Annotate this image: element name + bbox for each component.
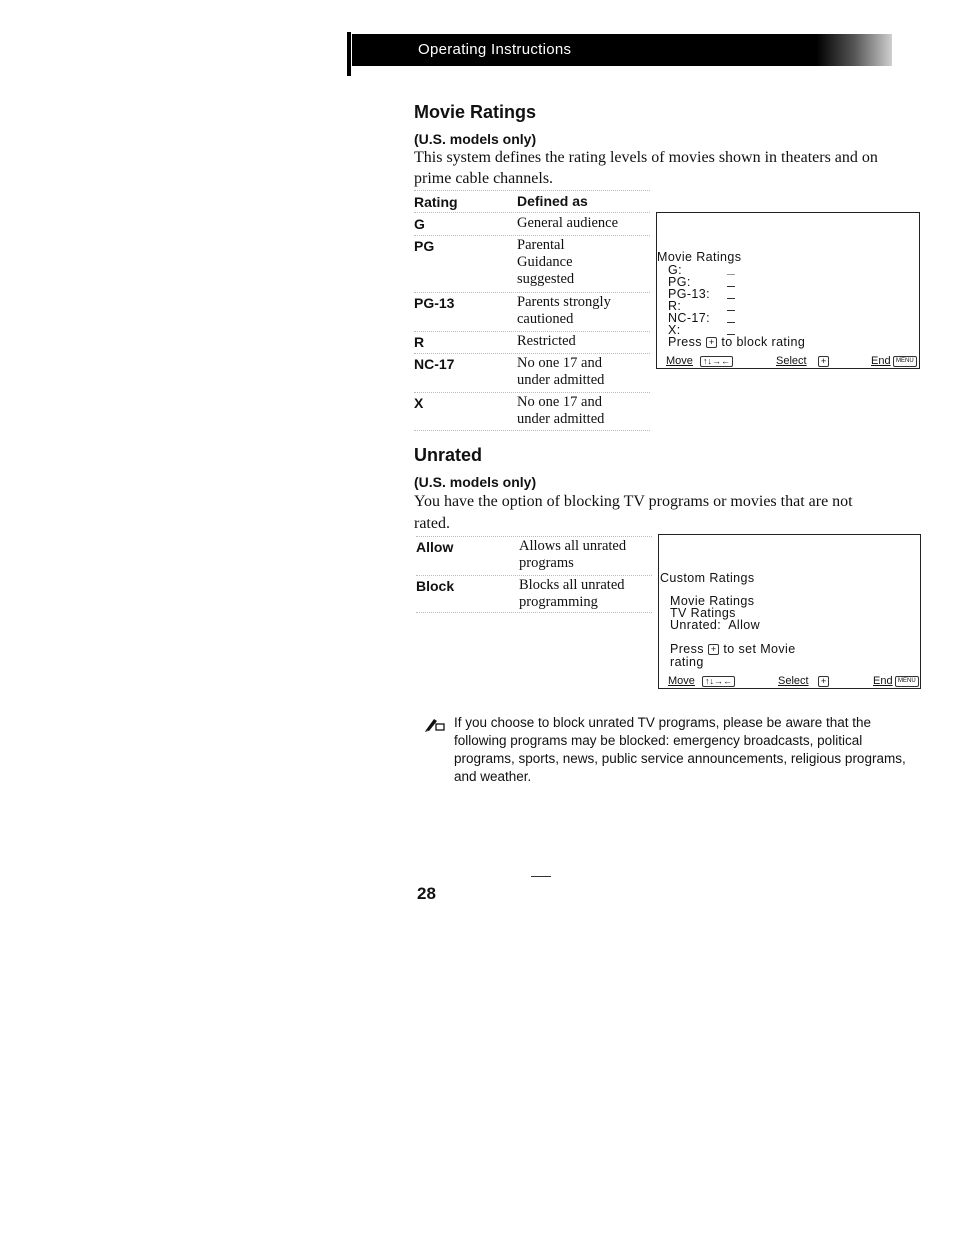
- osd-tv-ratings-item: TV Ratings: [670, 606, 736, 620]
- osd-line-pg-13: PG-13:: [668, 287, 710, 301]
- table-rule: [414, 190, 650, 191]
- table-rule: [414, 212, 650, 213]
- osd-end-label: End: [871, 355, 891, 367]
- table-rule: [414, 430, 650, 431]
- blank-marker: [727, 322, 735, 323]
- unrated-block-desc: Blocks all unrated programming: [519, 577, 625, 610]
- blank-marker: [727, 310, 735, 311]
- osd-press-line: [670, 643, 796, 655]
- plus-key-icon: +: [818, 356, 829, 367]
- rating-x: X: [414, 395, 424, 411]
- table-rule: [414, 392, 650, 393]
- table-rule: [416, 536, 652, 537]
- osd-line-r: R:: [668, 299, 682, 313]
- unrated-allow-label: Allow: [416, 539, 454, 555]
- movie-ratings-intro-line-2: prime cable channels.: [414, 170, 554, 187]
- unrated-subtitle: (U.S. models only): [414, 474, 537, 490]
- note-text: If you choose to block unrated TV programs, please be aware that the following programs may be blocked: emergency broadcasts, political programs, sports, news, public service announcements, religious programs, and weather.: [454, 715, 906, 784]
- unrated-block-label: Block: [416, 578, 455, 594]
- osd-move-label: Move: [666, 355, 693, 367]
- table-rule: [416, 612, 652, 613]
- arrow-keys-icon: ↑↓→←: [702, 676, 735, 687]
- rating-pg: PG: [414, 238, 435, 254]
- column-header-rating: Rating: [414, 194, 458, 210]
- table-rule: [414, 292, 650, 293]
- osd-press-label: Press: [670, 642, 704, 656]
- osd-press-action: to block rating: [721, 335, 806, 349]
- unrated-title: Unrated: [414, 445, 483, 465]
- rating-g-desc: General audience: [517, 215, 619, 231]
- osd-press-label: Press: [668, 335, 702, 349]
- osd-press-line-2: rating: [670, 655, 704, 669]
- rating-pg-desc: Parental Guidance suggested: [517, 237, 575, 287]
- osd-movie-ratings-title: Movie Ratings: [657, 250, 742, 264]
- osd-footer: [666, 355, 918, 369]
- blank-marker: [727, 298, 735, 299]
- osd-custom-ratings-title: Custom Ratings: [660, 571, 755, 585]
- osd-press-action: to set Movie: [723, 642, 796, 656]
- movie-ratings-screen: [656, 212, 920, 369]
- rating-pg-13: PG-13: [414, 295, 455, 311]
- unrated-allow-desc: Allows all unrated programs: [519, 538, 627, 571]
- osd-footer: [668, 675, 920, 689]
- rating-g: G: [414, 216, 425, 232]
- unrated-intro-line-1: You have the option of blocking TV programs or movies that are not: [414, 493, 853, 510]
- blank-marker: [727, 286, 735, 287]
- menu-key-icon: MENU: [893, 356, 917, 367]
- custom-ratings-screen: [658, 534, 921, 689]
- osd-move-label: Move: [668, 675, 695, 687]
- page-number: 28: [417, 884, 436, 903]
- column-header-defined-as: Defined as: [517, 193, 588, 209]
- movie-ratings-intro-line-1: This system defines the rating levels of movies shown in theaters and on: [414, 149, 878, 166]
- table-rule: [414, 235, 650, 236]
- osd-line-nc-17: NC-17:: [668, 311, 710, 325]
- header-tick-mark: [347, 32, 351, 76]
- movie-ratings-subtitle: (U.S. models only): [414, 131, 537, 147]
- osd-end-label: End: [873, 675, 893, 687]
- table-rule: [414, 353, 650, 354]
- osd-press-line: [668, 336, 805, 348]
- unrated-intro-line-2: rated.: [414, 515, 450, 532]
- movie-ratings-title: Movie Ratings: [414, 102, 537, 122]
- note-pencil-icon: [424, 716, 446, 737]
- blank-marker: [727, 274, 735, 275]
- header-title: Operating Instructions: [418, 41, 572, 58]
- table-rule: [414, 331, 650, 332]
- rating-nc-17: NC-17: [414, 356, 455, 372]
- osd-movie-ratings-item: Movie Ratings: [670, 594, 755, 608]
- osd-unrated-item: Unrated: Allow: [670, 618, 761, 632]
- osd-line-g: G:: [668, 263, 682, 277]
- table-rule: [416, 575, 652, 576]
- osd-line-x: X:: [668, 323, 681, 337]
- osd-select-label: Select: [778, 675, 809, 687]
- rating-r: R: [414, 334, 425, 350]
- plus-key-icon: +: [706, 337, 718, 348]
- rating-pg-13-desc: Parents strongly cautioned: [517, 294, 611, 327]
- rating-nc-17-desc: No one 17 and under admitted: [517, 355, 605, 388]
- arrow-keys-icon: ↑↓→←: [700, 356, 733, 367]
- menu-key-icon: MENU: [895, 676, 919, 687]
- osd-line-pg: PG:: [668, 275, 691, 289]
- rating-x-desc: No one 17 and under admitted: [517, 394, 605, 427]
- plus-key-icon: +: [818, 676, 829, 687]
- footer-dash: [531, 876, 551, 877]
- osd-select-label: Select: [776, 355, 807, 367]
- plus-key-icon: +: [708, 644, 720, 655]
- rating-r-desc: Restricted: [517, 333, 576, 349]
